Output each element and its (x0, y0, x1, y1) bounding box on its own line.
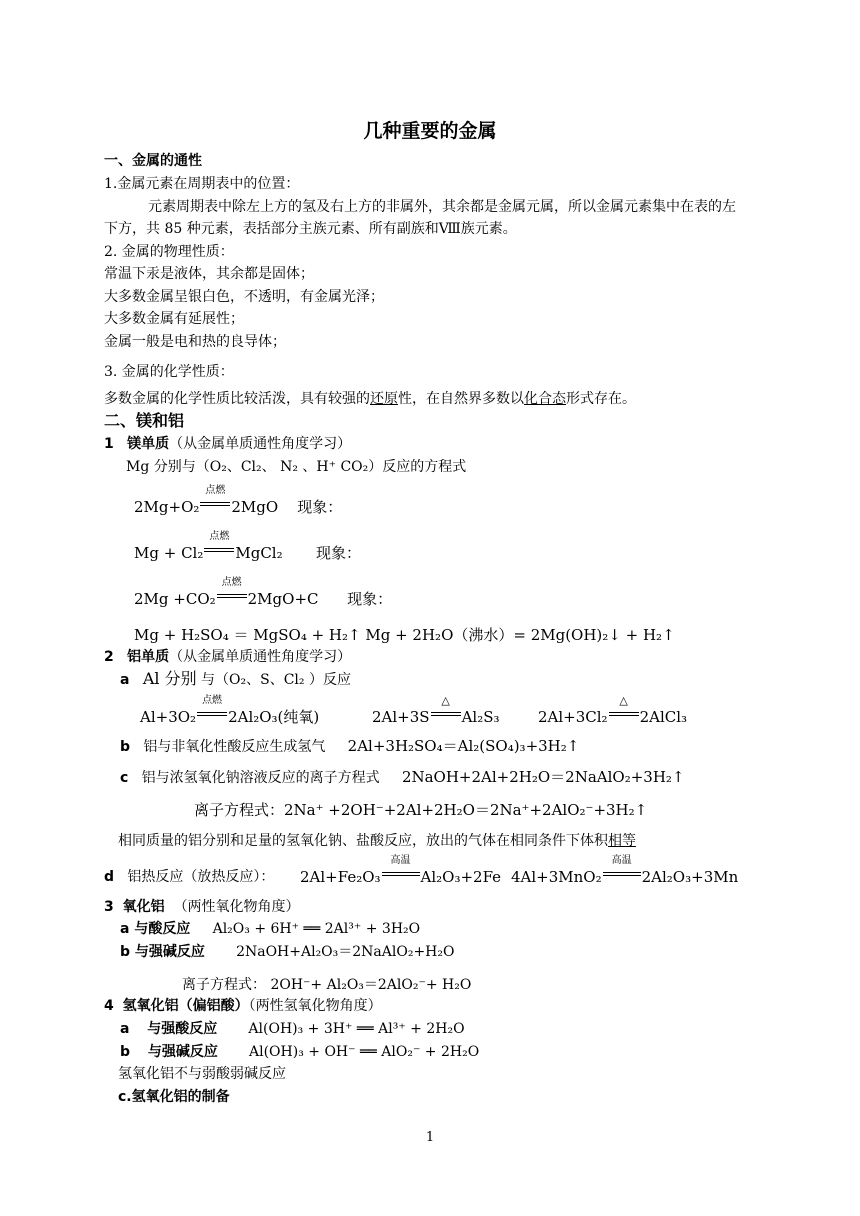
page-number: 1 (425, 1130, 435, 1145)
mg-eq-1: 2Mg+O₂ 点燃 2MgO 现象： (134, 485, 343, 516)
physical-item: 大多数金属有延展性； (104, 311, 244, 327)
al-eq-2: 2Al+3S △ Al₂S₃ (372, 694, 500, 726)
thermite-eq-2: 4Al+3MnO₂ 高温 2Al₂O₃+3Mn (511, 855, 739, 886)
position-title: 1.金属元素在周期表中的位置： (104, 176, 300, 192)
underline-reducing: 还原 (370, 391, 398, 407)
al-c: c 铝与浓氢氧化钠溶液反应的离子方程式 2NaOH+2Al+2H₂O＝2NaAlO₂+3H₂↑ (120, 768, 685, 786)
physical-title: 2. 金属的物理性质： (104, 244, 234, 260)
position-text-b: 下方，共 85 种元素，表括部分主族元素、所有副族和Ⅷ族元素。 (104, 221, 517, 237)
page-title: 几种重要的金属 (363, 120, 497, 142)
al-eq-1: Al+3O₂ 点燃 2Al₂O₃(纯氧) (140, 695, 320, 726)
physical-item: 常温下汞是液体，其余都是固体； (104, 266, 314, 282)
condition-high-temp: 高温 (603, 868, 641, 882)
al-b: b 铝与非氧化性酸反应生成氢气 2Al+3H₂SO₄＝Al₂(SO₄)₃+3H₂↑ (120, 737, 580, 755)
chemical-text: 多数金属的化学性质比较活泼，具有较强的还原性，在自然界多数以化合态形式存在。 (104, 391, 636, 407)
thermite-eq-1: 2Al+Fe₂O₃ 高温 Al₂O₃+2Fe (300, 855, 502, 886)
condition-heat: △ (431, 708, 461, 722)
section-2-heading: 二、镁和铝 (104, 411, 185, 430)
al-d: d 铝热反应（放热反应）： (104, 869, 275, 885)
hydroxide-note: 氢氧化铝不与弱酸弱碱反应 (118, 1066, 286, 1082)
al-c-ionic: 离子方程式：2Na⁺ +2OH⁻+2Al+2H₂O＝2Na⁺+2AlO₂⁻+3H₂↑ (194, 801, 648, 819)
condition-ignite: 点燃 (204, 544, 234, 558)
alumina-heading: 3 氧化铝 （两性氧化物角度） (104, 899, 300, 915)
alumina-b: b 与强碱反应 2NaOH+Al₂O₃＝2NaAlO₂+H₂O (120, 944, 455, 960)
chemical-title: 3. 金属的化学性质： (104, 364, 234, 380)
condition-ignite: 点燃 (197, 708, 227, 722)
physical-item: 大多数金属呈银白色，不透明，有金属光泽； (104, 289, 384, 305)
mg-eq-2: Mg + Cl₂ 点燃 MgCl₂ 现象： (134, 531, 362, 562)
section-1-heading: 一、金属的通性 (104, 153, 202, 169)
mg-heading: 1 镁单质（从金属单质通性角度学习） (104, 436, 352, 452)
hydroxide-heading: 4 氢氧化铝（偏铝酸）（两性氢氧化物角度） (104, 998, 382, 1014)
condition-ignite: 点燃 (200, 498, 230, 512)
position-text-a: 元素周期表中除左上方的氢及右上方的非属外，其余都是金属元属，所以金属元素集中在表的左 (148, 199, 736, 215)
physical-item: 金属一般是电和热的良导体； (104, 334, 286, 350)
underline-compound-state: 化合态 (524, 391, 566, 407)
alumina-ionic: 离子方程式： 2OH⁻+ Al₂O₃＝2AlO₂⁻+ H₂O (182, 977, 472, 993)
condition-ignite: 点燃 (217, 590, 247, 604)
al-same-mass: 相同质量的铝分别和足量的氢氧化钠、盐酸反应，放出的气体在相同条件下体积相等 (118, 833, 636, 849)
alumina-a: a 与酸反应 Al₂O₃ + 6H⁺ ══ 2Al³⁺ + 3H₂O (120, 921, 421, 937)
al-heading: 2 铝单质（从金属单质通性角度学习） (104, 649, 352, 665)
mg-intro: Mg 分别与（O₂、Cl₂、 N₂ 、H⁺ CO₂）反应的方程式 (126, 459, 467, 475)
mg-eq-3: 2Mg +CO₂ 点燃 2MgO+C 现象： (134, 577, 393, 608)
condition-heat: △ (609, 708, 639, 722)
al-eq-3: 2Al+3Cl₂ △ 2AlCl₃ (538, 694, 688, 726)
hydroxide-a: a 与强酸反应 Al(OH)₃ + 3H⁺ ══ Al³⁺ + 2H₂O (120, 1021, 465, 1037)
hydroxide-preparation: c.氢氧化铝的制备 (118, 1089, 230, 1105)
al-a: a Al 分别 与（O₂、S、Cl₂ ）反应 (120, 669, 351, 688)
underline-equal: 相等 (608, 833, 636, 849)
condition-high-temp: 高温 (382, 868, 420, 882)
hydroxide-b: b 与强碱反应 Al(OH)₃ + OH⁻ ══ AlO₂⁻ + 2H₂O (120, 1044, 480, 1060)
mg-eq-4: Mg + H₂SO₄ ＝ MgSO₄ + H₂↑ Mg + 2H₂O（沸水）= 2Mg(OH)₂↓ + H₂↑ (134, 626, 675, 644)
